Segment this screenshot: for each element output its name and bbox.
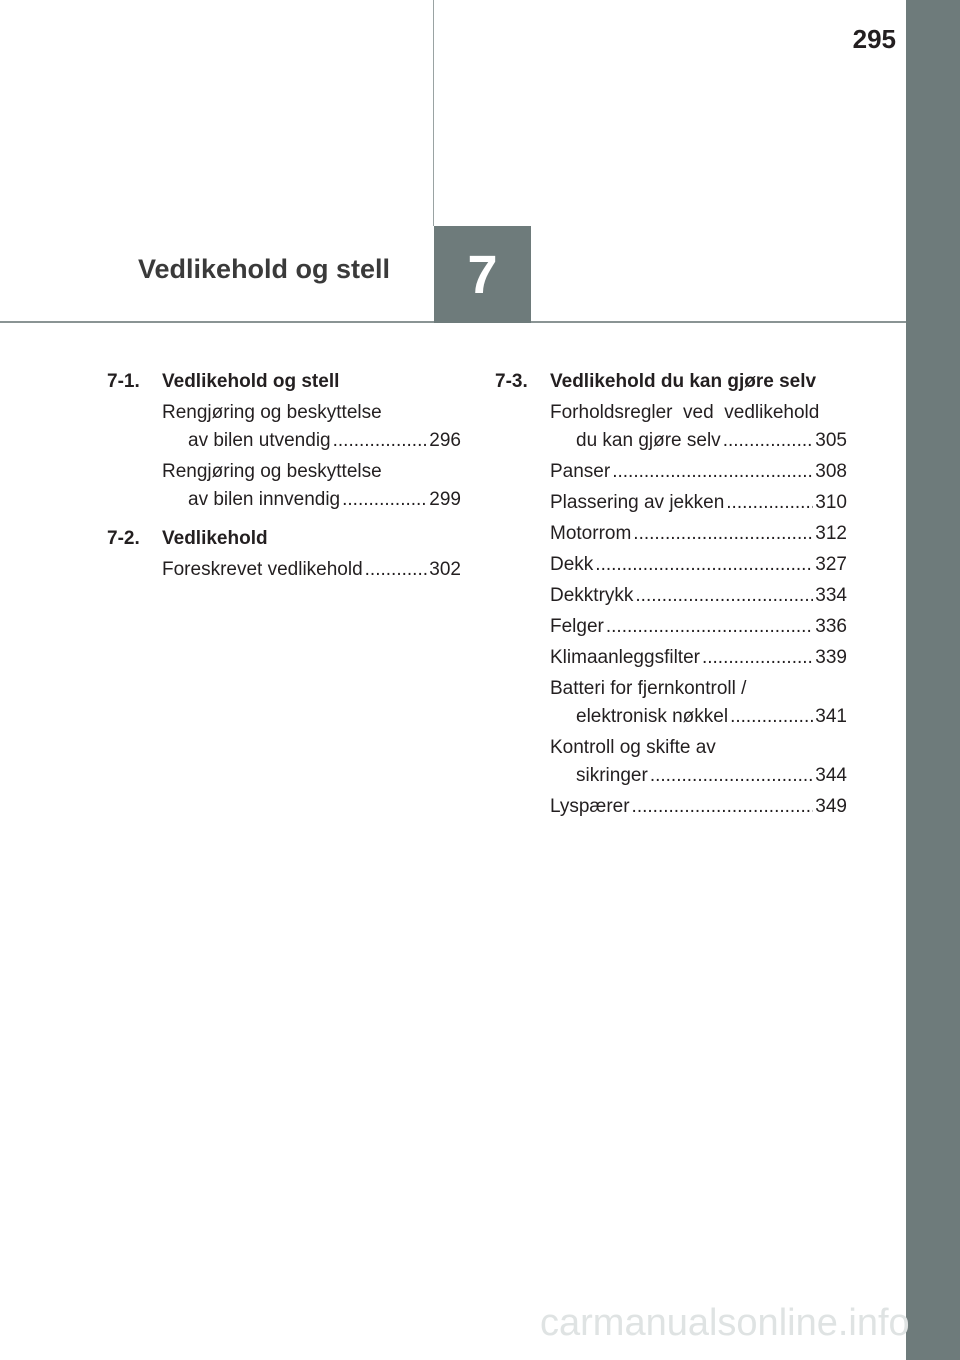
dot-leader	[702, 644, 813, 672]
entry-page: 336	[815, 616, 847, 637]
toc-right-column	[495, 368, 847, 824]
toc-entry-ac-filter[interactable]	[495, 644, 847, 672]
entry-title: Panser	[550, 461, 611, 482]
dot-leader	[632, 793, 814, 821]
entry-title: Dekktrykk	[550, 585, 634, 606]
section-number: 7-2.	[107, 528, 140, 549]
toc-entry-precautions[interactable]	[495, 399, 847, 455]
entry-page: 327	[815, 554, 847, 575]
entry-page: 344	[815, 765, 847, 786]
dot-leader	[612, 458, 813, 486]
dot-leader	[342, 486, 427, 514]
toc-section-7-2[interactable]	[107, 525, 461, 553]
page-number: 295	[852, 24, 896, 54]
entry-title-line1: Forholdsregler ved vedlikehold	[550, 402, 820, 423]
toc-entry-bulbs[interactable]	[495, 793, 847, 821]
section-title: Vedlikehold	[162, 528, 268, 549]
toc-section-7-3[interactable]	[495, 368, 847, 396]
entry-title: Lyspærer	[550, 796, 630, 817]
entry-title-line2: elektronisk nøkkel	[576, 706, 729, 727]
entry-page: 299	[429, 489, 461, 510]
dot-leader	[606, 613, 813, 641]
toc-entry-tire-pressure[interactable]	[495, 582, 847, 610]
section-title: Vedlikehold og stell	[162, 371, 340, 392]
entry-page: 339	[815, 647, 847, 668]
toc-entry-wheels[interactable]	[495, 613, 847, 641]
dot-leader	[730, 703, 813, 731]
entry-title-line2: sikringer	[576, 765, 648, 786]
entry-page: 308	[815, 461, 847, 482]
entry-title: Felger	[550, 616, 604, 637]
dot-leader	[333, 427, 428, 455]
dot-leader	[635, 582, 813, 610]
entry-title: Klimaanleggsfilter	[550, 647, 700, 668]
toc-entry-scheduled-maintenance[interactable]	[107, 556, 461, 584]
entry-title-line1: Rengjøring og beskyttelse	[162, 402, 382, 423]
entry-title-line1: Batteri for fjernkontroll /	[550, 678, 747, 699]
dot-leader	[650, 762, 813, 790]
entry-page: 341	[815, 706, 847, 727]
entry-title: Motorrom	[550, 523, 632, 544]
section-title: Vedlikehold du kan gjøre selv	[550, 371, 817, 392]
toc-entry-key-battery[interactable]	[495, 675, 847, 731]
dot-leader	[595, 551, 813, 579]
toc-entry-exterior-cleaning[interactable]	[107, 399, 461, 455]
entry-page: 312	[815, 523, 847, 544]
entry-page: 310	[815, 492, 847, 513]
dot-leader	[365, 556, 428, 584]
chapter-title: Vedlikehold og stell	[138, 254, 391, 284]
vertical-divider	[433, 0, 434, 226]
entry-title: Plassering av jekken	[550, 492, 725, 513]
toc-entry-fuses[interactable]	[495, 734, 847, 790]
entry-title-line2: av bilen utvendig	[188, 430, 331, 451]
toc-entry-jack-location[interactable]	[495, 489, 847, 517]
entry-page: 305	[815, 430, 847, 451]
toc-entry-interior-cleaning[interactable]	[107, 458, 461, 514]
entry-page: 302	[429, 559, 461, 580]
dot-leader	[723, 427, 814, 455]
dot-leader	[633, 520, 813, 548]
toc-entry-hood[interactable]	[495, 458, 847, 486]
watermark: carmanualsonline.info	[540, 1302, 910, 1344]
entry-title: Foreskrevet vedlikehold	[162, 559, 363, 580]
entry-page: 349	[815, 796, 847, 817]
entry-title: Dekk	[550, 554, 594, 575]
section-number: 7-3.	[495, 371, 528, 392]
toc-entry-engine-compartment[interactable]	[495, 520, 847, 548]
dot-leader	[726, 489, 813, 517]
side-tab-bar	[906, 0, 960, 1360]
toc-left-column	[107, 368, 461, 587]
entry-page: 296	[429, 430, 461, 451]
section-number: 7-1.	[107, 371, 140, 392]
toc-entry-tires[interactable]	[495, 551, 847, 579]
entry-title-line2: av bilen innvendig	[188, 489, 341, 510]
toc-section-7-1[interactable]	[107, 368, 461, 396]
entry-title-line2: du kan gjøre selv	[576, 430, 721, 451]
entry-title-line1: Kontroll og skifte av	[550, 737, 716, 758]
chapter-number-box: 7	[434, 226, 531, 323]
entry-page: 334	[815, 585, 847, 606]
entry-title-line1: Rengjøring og beskyttelse	[162, 461, 382, 482]
